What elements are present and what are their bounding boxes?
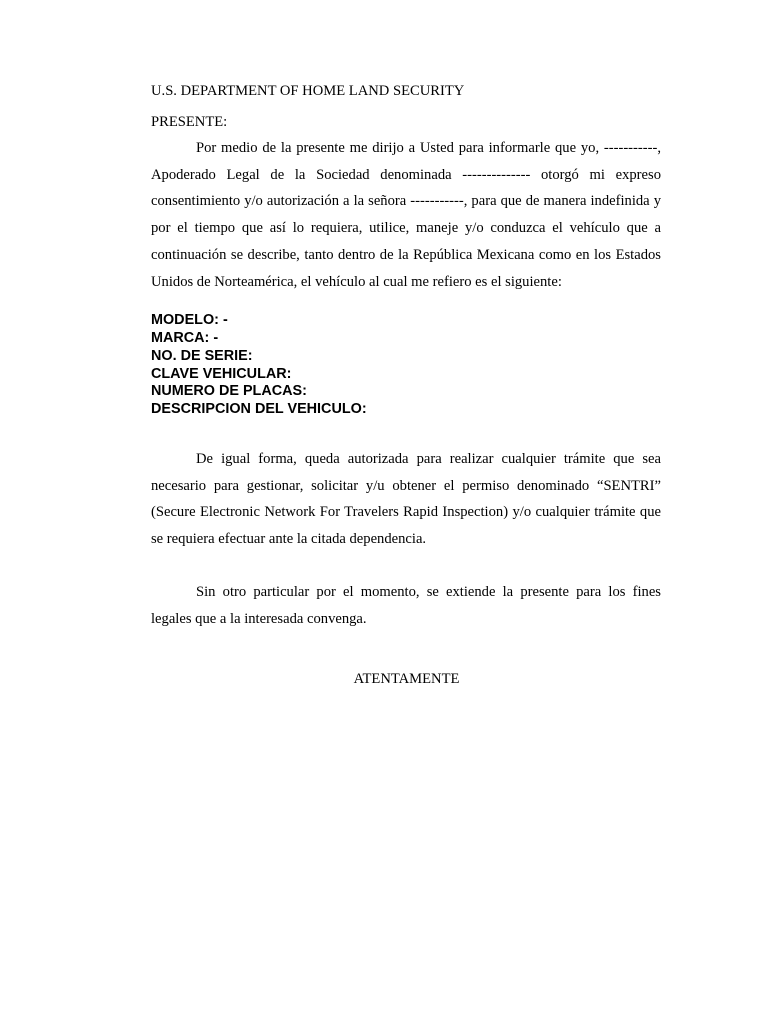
vehicle-field-placas (151, 383, 661, 401)
vehicle-field-serie (151, 348, 661, 366)
addressee-line: U.S. DEPARTMENT OF HOME LAND SECURITY (151, 83, 465, 99)
field-label: DESCRIPCION DEL VEHICULO: (151, 401, 367, 418)
vehicle-details-list (151, 312, 661, 419)
authorization-paragraph: Por medio de la presente me dirijo a Usted para informarle que yo, -----------, Apoderado Legal de la Sociedad denominada -------------- otorgó mi expreso consentimiento y/o autorización a la señora -----------, para que de manera indefinida y por el tiempo que así lo requiera, utilice, maneje y/o conduzca el vehículo que a continuación se describe, tanto dentro de la República Mexicana como en los Estados Unidos de Norteamérica, el vehículo al cual me refiero es el siguiente: (151, 140, 661, 290)
field-label: NO. DE SERIE: (151, 347, 253, 364)
closing-paragraph: Sin otro particular por el momento, se extiende la presente para los fines legales que a la interesada convenga. (151, 583, 661, 627)
vehicle-field-clave (151, 366, 661, 384)
field-value: - (213, 330, 219, 347)
letter-body (151, 80, 661, 690)
field-label: MARCA: (151, 330, 210, 347)
closing-signoff: ATENTAMENTE (353, 671, 460, 688)
sentri-paragraph: De igual forma, queda autorizada para realizar cualquier trámite que sea necesario para gestionar, solicitar y/u obtener el permiso denominado “SENTRI” (Secure Electronic Network For Travelers Rapid Inspection) y/o cualquier trámite que se requiera efectuar ante la citada dependencia. (151, 451, 661, 548)
vehicle-field-modelo (151, 312, 661, 330)
field-value: - (222, 312, 228, 329)
field-label: MODELO: (151, 312, 219, 329)
salutation-line: PRESENTE: (151, 114, 228, 130)
vehicle-field-descripcion (151, 401, 661, 419)
field-label: CLAVE VEHICULAR: (151, 365, 292, 382)
field-label: NUMERO DE PLACAS: (151, 383, 307, 400)
vehicle-field-marca (151, 330, 661, 348)
